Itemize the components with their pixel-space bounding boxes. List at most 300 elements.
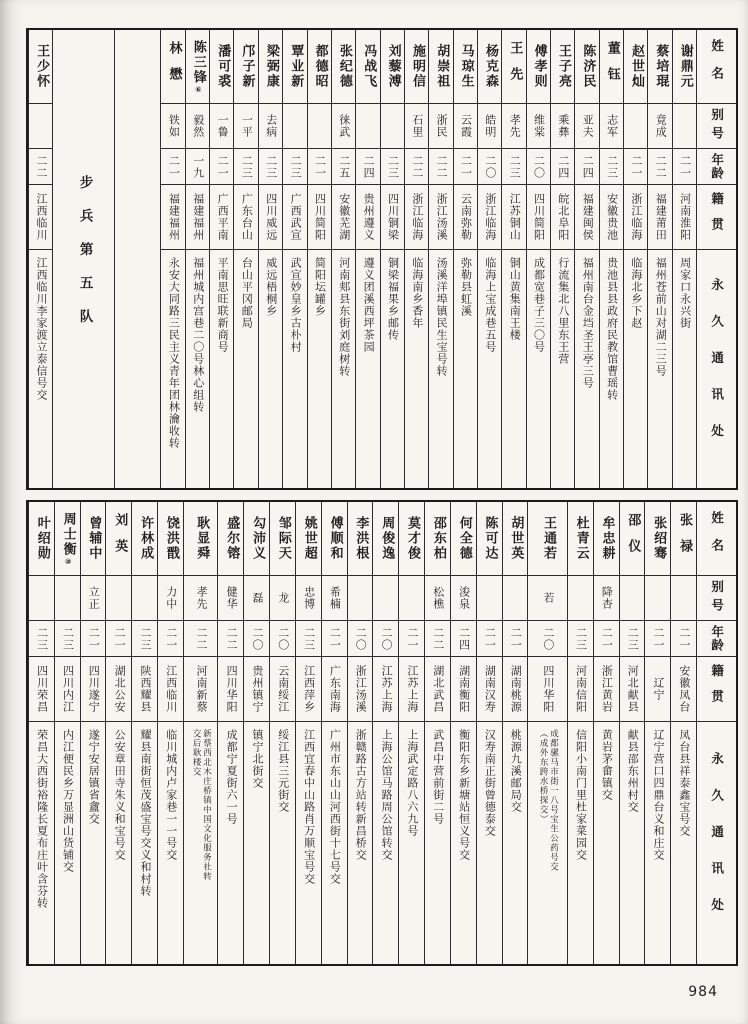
cell-text: 傅孝则: [531, 44, 547, 89]
person-age: [244, 621, 269, 657]
cell-text: 覃业新: [288, 44, 304, 89]
cell-text: 胡崇祖: [434, 44, 450, 89]
cell-text: 陈济民: [580, 44, 596, 89]
cell-text: 湖南桃源: [509, 665, 523, 713]
cell-text: 刘英: [112, 512, 128, 565]
address-text: [60, 729, 75, 873]
address-text: [508, 729, 523, 813]
person-alias: [218, 576, 243, 621]
person-name: [620, 502, 645, 576]
cell-text: 湖北武昌: [431, 665, 445, 713]
cell-text: 江苏上海: [405, 665, 419, 713]
person-age: [210, 149, 233, 185]
cell-text: 河北献县: [626, 665, 640, 713]
footnote-mark: ⑩: [63, 556, 73, 566]
person-address: [551, 250, 574, 488]
cell-text: 孝先: [194, 586, 208, 610]
address-line: 浙赣路古方站转新昌桥交: [354, 729, 368, 861]
person-column: [185, 30, 209, 488]
person-alias: [244, 576, 269, 621]
address-text: [456, 729, 471, 861]
person-native: [218, 657, 243, 722]
address-line: 平南思旺联新商号: [216, 257, 230, 353]
cell-text: 梁弼康: [263, 44, 279, 89]
address-line: 行流集北八里东王营: [556, 257, 570, 365]
person-name: [132, 502, 157, 576]
address-text: [385, 257, 400, 341]
cell-text: 邹际天: [275, 516, 291, 561]
person-alias: [600, 104, 623, 149]
person-address: [29, 250, 52, 488]
person-column: [183, 502, 218, 964]
address-text: [137, 729, 152, 897]
person-native: [308, 185, 331, 250]
cell-text: 陈可达: [482, 516, 498, 561]
person-address: [399, 722, 424, 964]
person-native: [29, 185, 52, 250]
address-line-2: （成外东跨水桥探交）: [538, 729, 549, 824]
person-age: [575, 149, 598, 185]
cell-text: 二三: [264, 154, 278, 179]
person-age: [373, 621, 398, 657]
cell-text: 二一: [113, 626, 127, 651]
address-line: 镇宁北街交: [250, 729, 264, 789]
cell-text: 赵世灿: [629, 44, 645, 89]
person-native: [244, 657, 269, 722]
cell-text: 安徽凤台: [677, 665, 691, 713]
address-text: [430, 729, 445, 825]
person-address: [451, 722, 476, 964]
person-address: [283, 250, 306, 488]
person-name: [106, 502, 131, 576]
person-age: [106, 621, 131, 657]
person-age: [620, 621, 645, 657]
cell-text: 二四: [581, 154, 595, 179]
person-alias: [322, 576, 347, 621]
cell-text: 二一: [167, 154, 181, 179]
cell-text: 铁如: [167, 114, 181, 138]
cell-text: 孝先: [508, 114, 522, 138]
person-name: [568, 502, 593, 576]
person-column: [258, 30, 282, 488]
person-name: [186, 30, 209, 104]
cell-text: 二二: [654, 154, 668, 179]
person-address: [234, 250, 257, 488]
person-age: [528, 621, 566, 657]
address-text: [458, 257, 473, 317]
person-native: [405, 185, 428, 250]
cell-text: 林懋: [166, 40, 182, 93]
person-name: [477, 502, 502, 576]
cell-text: 石里: [410, 114, 424, 138]
person-age: [594, 621, 619, 657]
address-text: [34, 257, 49, 401]
cell-text: 永久通讯处: [709, 277, 725, 461]
person-address: [673, 250, 696, 488]
person-native: [234, 185, 257, 250]
address-text: [434, 257, 449, 377]
header-alias: [697, 576, 736, 621]
address-text: [327, 729, 342, 885]
cell-text: 磊: [250, 592, 264, 604]
person-age: [283, 149, 306, 185]
person-native: [332, 185, 355, 250]
cell-text: 浚泉: [457, 586, 471, 610]
cell-text: 胡世英: [508, 516, 524, 561]
cell-text: 忠博: [302, 586, 316, 610]
address-line: 福州苍前山对湖二三号: [654, 257, 668, 377]
cell-text: 二〇: [532, 154, 546, 179]
person-name: [234, 30, 257, 104]
person-column: [404, 30, 428, 488]
address-line: 绥江县三元街交: [276, 729, 290, 813]
person-alias: [259, 104, 282, 149]
person-alias: [81, 576, 106, 621]
person-native: [373, 657, 398, 722]
cell-text: 福建福州: [191, 193, 205, 241]
cell-text: 二〇: [354, 626, 368, 651]
person-native: [551, 185, 574, 250]
address-line: 献县邵东州村交: [626, 729, 640, 813]
person-name: [648, 30, 671, 104]
person-name: [283, 30, 306, 104]
cell-text: 江西临川: [164, 665, 178, 713]
cell-text: 龙: [276, 592, 290, 604]
person-name: [594, 502, 619, 576]
person-age: [158, 621, 183, 657]
person-column: [28, 502, 54, 964]
person-age: [478, 149, 501, 185]
person-native: [648, 185, 671, 250]
address-line: 新蔡西北木庄桥镇中国文化服务社转: [201, 729, 212, 881]
cell-text: 二一: [629, 154, 643, 179]
person-address: [528, 722, 566, 964]
person-address: [161, 250, 184, 488]
person-age: [161, 149, 184, 185]
address-line: 衡阳东乡新塘站恒义号交: [457, 729, 471, 861]
person-column: [502, 502, 528, 964]
person-name: [528, 502, 566, 576]
person-native: [356, 185, 379, 250]
cell-text: 邵仪: [625, 512, 641, 565]
cell-text: 四川简阳: [313, 193, 327, 241]
person-alias: [673, 104, 696, 149]
person-alias: [399, 576, 424, 621]
cell-text: 二三: [508, 154, 522, 179]
cell-text: 何全德: [456, 516, 472, 561]
person-address: [244, 722, 269, 964]
cell-text: 二一: [216, 154, 230, 179]
address-text: [190, 729, 212, 881]
person-address: [186, 250, 209, 488]
address-text: [336, 257, 351, 377]
person-alias: [270, 576, 295, 621]
address-text: [34, 729, 49, 909]
cell-text: 安徽芜湖: [337, 193, 351, 241]
person-column: [550, 30, 574, 488]
cell-text: 二三: [35, 626, 49, 651]
person-alias: [184, 576, 218, 621]
cell-text: 志军: [605, 114, 619, 138]
address-line: 台山平冈邮局: [240, 257, 254, 329]
address-line: 临海上宝成巷五号: [483, 257, 497, 353]
person-alias: [478, 104, 501, 149]
person-age: [132, 621, 157, 657]
person-column: [233, 30, 257, 488]
person-name: [673, 30, 696, 104]
cell-text: 云南绥江: [276, 665, 290, 713]
cell-text: 王通若: [541, 516, 557, 561]
cell-text: 四川简阳: [532, 193, 546, 241]
header-age: [697, 621, 736, 657]
cell-text: 勾沛义: [250, 516, 266, 561]
cell-text: 二三: [302, 626, 316, 651]
cell-text: 四川铜梁: [386, 193, 400, 241]
person-column: [269, 502, 295, 964]
person-native: [296, 657, 321, 722]
address-line: 成都宽巷子三〇号: [532, 257, 546, 353]
person-age: [503, 621, 528, 657]
person-name: [451, 502, 476, 576]
address-text: [625, 729, 640, 813]
person-name: [429, 30, 452, 104]
person-native: [600, 185, 623, 250]
section-column: [52, 30, 114, 488]
person-address: [600, 250, 623, 488]
person-name: [527, 30, 550, 104]
person-native: [451, 657, 476, 722]
person-age: [356, 149, 379, 185]
address-text: [482, 257, 497, 353]
cell-text: 安徽贵池: [605, 193, 619, 241]
cell-text: 二〇: [483, 154, 497, 179]
person-age: [568, 621, 593, 657]
person-age: [648, 149, 671, 185]
person-address: [348, 722, 373, 964]
cell-text: 二一: [164, 626, 178, 651]
address-line: 贵池县县政府民教馆曹瑶转: [605, 257, 619, 401]
person-age: [454, 149, 477, 185]
person-name: [210, 30, 233, 104]
person-address: [527, 250, 550, 488]
cell-text: 二一: [509, 626, 523, 651]
person-name: [161, 30, 184, 104]
person-name: [348, 502, 373, 576]
person-name: [308, 30, 331, 104]
person-address: [671, 722, 696, 964]
address-text: [482, 729, 497, 837]
person-column: [160, 30, 184, 488]
person-native: [478, 185, 501, 250]
address-text: [301, 729, 316, 885]
address-text: [531, 257, 546, 353]
person-name: [551, 30, 574, 104]
person-age: [624, 149, 647, 185]
cell-text: 二一: [87, 626, 101, 651]
person-address: [184, 722, 218, 964]
cell-text: 二四: [457, 626, 471, 651]
person-age: [296, 621, 321, 657]
cell-text: 许林成: [138, 516, 154, 561]
person-age: [425, 621, 450, 657]
cell-text: 二一: [328, 626, 342, 651]
cell-text: 去病: [264, 114, 278, 138]
cell-text: 别号: [709, 107, 725, 145]
person-column: [526, 30, 550, 488]
person-name: [81, 502, 106, 576]
cell-text: 都德昭: [312, 44, 328, 89]
person-age: [218, 621, 243, 657]
person-age: [381, 149, 404, 185]
cell-text: 二二: [225, 626, 239, 651]
person-native: [673, 185, 696, 250]
person-address: [405, 250, 428, 488]
person-alias: [503, 576, 528, 621]
address-line: 江西宜春中山路肖万顺宝号交: [302, 729, 316, 885]
cell-text: 二一: [459, 154, 473, 179]
cell-text: 浙江临海: [410, 193, 424, 241]
person-column: [428, 30, 452, 488]
cell-text: 四川荣昌: [35, 665, 49, 713]
address-text: [537, 729, 559, 872]
cell-text: 徕武: [337, 114, 351, 138]
person-column: [105, 502, 131, 964]
cell-text: 姓名: [709, 511, 725, 566]
person-alias: [620, 576, 645, 621]
cell-text: 永久通讯处: [709, 751, 725, 935]
person-alias: [451, 576, 476, 621]
person-name: [671, 502, 696, 576]
person-alias: [477, 576, 502, 621]
person-alias: [568, 576, 593, 621]
person-native: [425, 657, 450, 722]
person-column: [567, 502, 593, 964]
cell-text: 降杏: [600, 586, 614, 610]
cell-text: 希楠: [328, 586, 342, 610]
cell-text: 云霞: [459, 114, 473, 138]
address-text: [677, 257, 692, 329]
cell-text: 邝子新: [239, 44, 255, 89]
cell-text: 福建福州: [167, 193, 181, 241]
cell-text: 王先: [507, 40, 523, 93]
person-address: [81, 722, 106, 964]
person-name: [259, 30, 282, 104]
cell-text: 四川内江: [61, 665, 75, 713]
person-native: [270, 657, 295, 722]
cell-text: 亚夫: [581, 114, 595, 138]
person-column: [321, 502, 347, 964]
person-address: [454, 250, 477, 488]
cell-text: 四川威远: [264, 193, 278, 241]
address-text: [288, 257, 303, 353]
address-text: [409, 257, 424, 329]
cell-text: 二三: [289, 154, 303, 179]
person-column: [670, 502, 696, 964]
cell-text: 江苏铜山: [508, 193, 522, 241]
address-text: [112, 729, 127, 861]
cell-text: 张禄: [676, 512, 692, 565]
person-column: [527, 502, 566, 964]
cell-text: 邵东柏: [430, 516, 446, 561]
cell-text: 二二: [194, 626, 208, 651]
person-age: [645, 621, 670, 657]
address-text: [190, 257, 205, 413]
address-line-2: 交后耿楼交: [191, 729, 202, 777]
person-alias: [283, 104, 306, 149]
person-address: [210, 250, 233, 488]
cell-text: 步兵第五队: [76, 175, 93, 343]
person-column: [157, 502, 183, 964]
person-age: [81, 621, 106, 657]
person-native: [210, 185, 233, 250]
cell-text: 二三: [605, 154, 619, 179]
address-text: [676, 729, 691, 837]
person-alias: [575, 104, 598, 149]
address-line: 凤台县祥泰鑫宝号交: [677, 729, 691, 837]
address-text: [215, 257, 230, 353]
person-native: [381, 185, 404, 250]
person-native: [568, 657, 593, 722]
person-alias: [671, 576, 696, 621]
person-alias: [29, 576, 54, 621]
person-alias: [55, 576, 80, 621]
cell-text: 姓名: [709, 39, 725, 94]
cell-text: 蔡培琨: [653, 44, 669, 89]
person-address: [503, 722, 528, 964]
cell-text: 一平: [240, 114, 254, 138]
cell-text: 一鲁: [216, 114, 230, 138]
person-age: [527, 149, 550, 185]
person-native: [161, 185, 184, 250]
person-native: [671, 657, 696, 722]
person-age: [399, 621, 424, 657]
address-line: 信阳小南门里杜家菜园交: [574, 729, 588, 861]
cell-text: 湖南汉寿: [483, 665, 497, 713]
person-name: [454, 30, 477, 104]
person-address: [478, 250, 501, 488]
person-column: [243, 502, 269, 964]
cell-text: 江西萍乡: [302, 665, 316, 713]
cell-text: 二一: [677, 626, 691, 651]
cell-text: 一九: [191, 154, 205, 179]
person-column: [619, 502, 645, 964]
footnote-mark: ⑥: [193, 84, 203, 94]
person-age: [322, 621, 347, 657]
cell-text: 二〇: [380, 626, 394, 651]
cell-text: 年龄: [709, 625, 725, 652]
person-address: [648, 250, 671, 488]
cell-text: 湖北公安: [113, 665, 127, 713]
person-column: [501, 30, 525, 488]
person-name: [244, 502, 269, 576]
person-column: [295, 502, 321, 964]
person-address: [55, 722, 80, 964]
person-alias: [186, 104, 209, 149]
cell-text: 江西临川: [35, 193, 49, 241]
person-native: [528, 657, 566, 722]
person-native: [624, 185, 647, 250]
cell-text: 曾辅中: [86, 516, 102, 561]
cell-text: 二一: [600, 626, 614, 651]
person-column: [372, 502, 398, 964]
person-column: [672, 30, 696, 488]
cell-text: 广东南海: [328, 665, 342, 713]
person-alias: [648, 104, 671, 149]
cell-text: 二一: [313, 154, 327, 179]
address-text: [263, 257, 278, 317]
address-line: 黄岩茅畲镇交: [600, 729, 614, 801]
cell-text: 二一: [483, 626, 497, 651]
